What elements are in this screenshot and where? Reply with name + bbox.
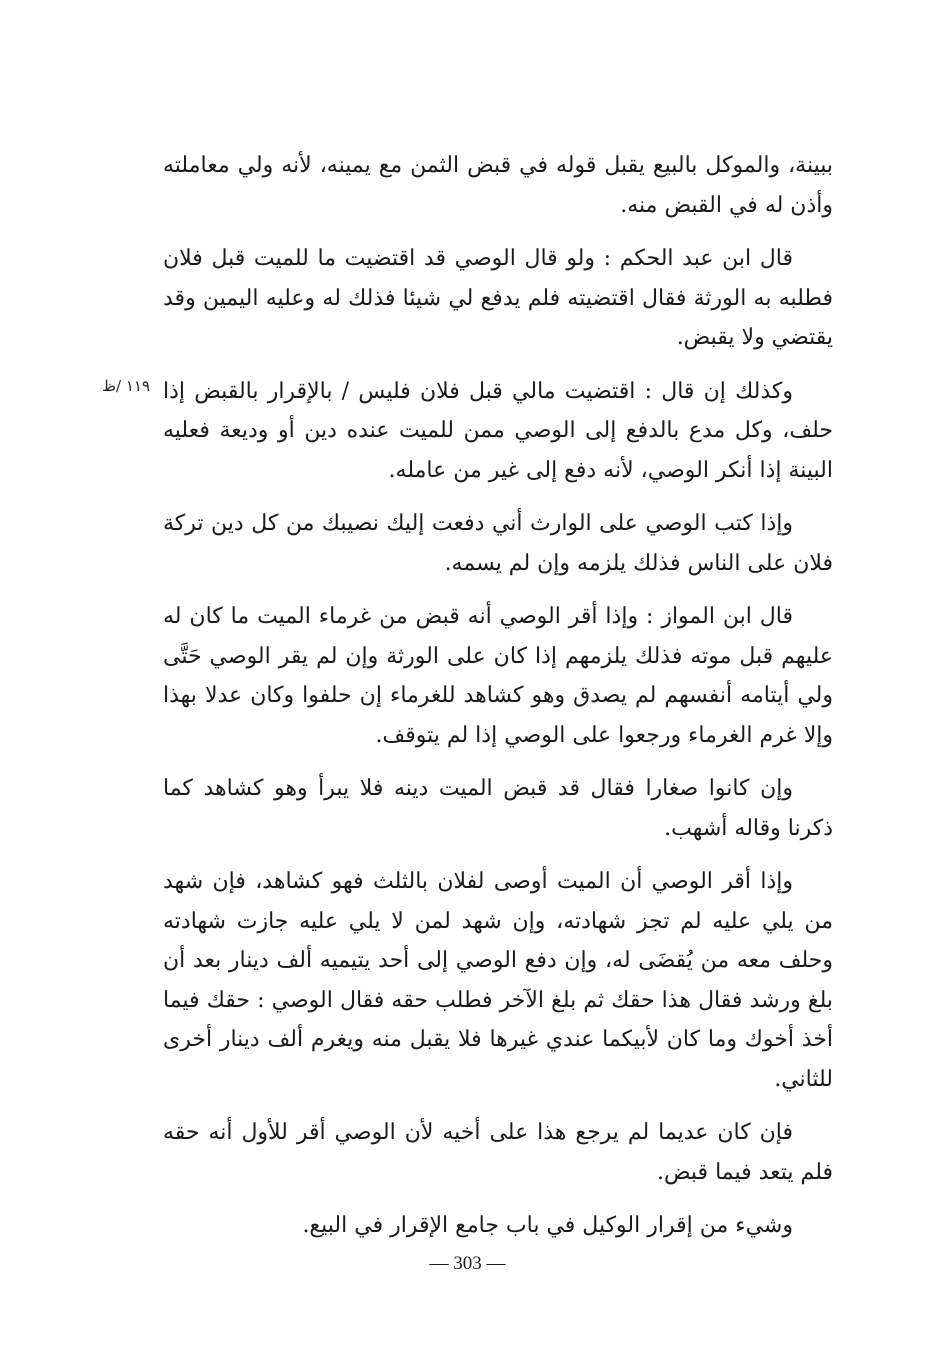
paragraph: وشيء من إقرار الوكيل في باب جامع الإقرار في البيع. bbox=[302, 1213, 793, 1238]
paragraph: قال ابن المواز : وإذا أقر الوصي أنه قبض من غرماء الميت ما كان له عليهم قبل موته فذلك يلزمهم إذا كان على الورثة وإن لم يقر الوصي حَتَّى ولي أيتامه أنفسهم لم يصدق وهو كشاهد للغرماء إن حلفوا وكان عدلا بهذا وإلا غرم الغرماء ورجعوا على الوصي إذا لم يتوقف. bbox=[163, 604, 833, 748]
page-number: — 303 — bbox=[429, 1253, 506, 1274]
paragraph: وإذا كتب الوصي على الوارث أني دفعت إليك نصيبك من كل دين تركة فلان على الناس فذلك يلزمه وإن لم يسمه. bbox=[163, 511, 833, 576]
folio-margin-note: ١١٩ /ظ bbox=[102, 377, 150, 395]
paragraph: وإن كانوا صغارا فقال قد قبض الميت دينه فلا يبرأ وهو كشاهد كما ذكرنا وقاله أشهب. bbox=[163, 776, 833, 841]
paragraph: قال ابن عبد الحكم : ولو قال الوصي قد اقتضيت ما للميت قبل فلان فطلبه به الورثة فقال اقتضيته فلم يدفع لي شيئا فذلك له وعليه اليمين وقد يقتضي ولا يقبض. bbox=[163, 246, 833, 350]
paragraph-continuation: ببينة، والموكل بالبيع يقبل قوله في قبض الثمن مع يمينه، لأنه ولي معاملته وأذن له في القبض منه. bbox=[163, 153, 833, 218]
paragraph: وكذلك إن قال : اقتضيت مالي قبل فلان فليس / بالإقرار بالقبض إذا حلف، وكل مدع بالدفع إلى الوصي ممن للميت عنده دين أو وديعة فعليه البينة إذا أنكر الوصي، لأنه دفع إلى غير من عامله. bbox=[163, 378, 833, 483]
paragraph: فإن كان عديما لم يرجع هذا على أخيه لأن الوصي أقر للأول أنه حقه فلم يتعد فيما قبض. bbox=[163, 1120, 833, 1185]
body-text bbox=[163, 146, 833, 1246]
paragraph: وإذا أقر الوصي أن الميت أوصى لفلان بالثلث فهو كشاهد، فإن شهد من يلي عليه لم تجز شهادته، وإن شهد لمن لا يلي عليه جازت شهادته وحلف معه من يُقضَى له، وإن دفع الوصي إلى أحد يتيميه ألف دينار بعد أن بلغ ورشد فقال هذا حقك ثم بلغ الآخر فطلب حقه فقال الوصي : حقك فيما أخذ أخوك وما كان لأبيكما عندي غيرها فلا يقبل منه ويغرم ألف دينار أخرى للثاني. bbox=[163, 869, 833, 1092]
